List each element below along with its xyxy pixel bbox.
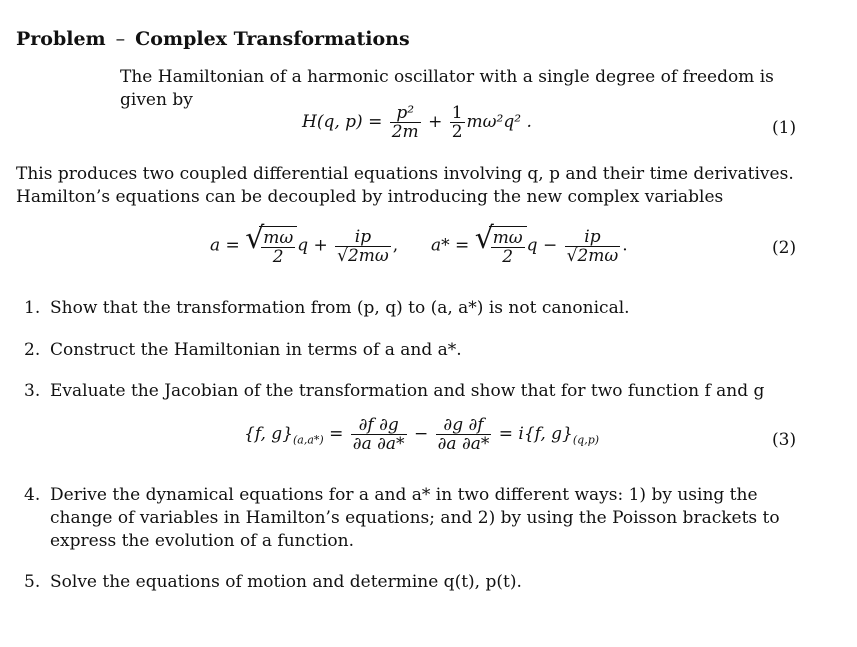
eq2-fraction-1 [335, 228, 391, 265]
item-text: Show that the transformation from (p, q) to (a, a*) is not canonical. [50, 298, 630, 318]
eq2-number: (2) [772, 238, 797, 258]
eq2-a-lhs: a = [210, 235, 240, 256]
eq2-frac2-den: √2mω [566, 245, 619, 266]
eq1-frac2-num: 1 [451, 103, 463, 123]
eq3-rhs: = i{f, g} [498, 424, 573, 444]
item-number: 5. [24, 572, 41, 592]
eq2-frac2-num: ip [565, 228, 621, 247]
eq2-astar-lhs: a* = [430, 235, 470, 256]
eq1-frac1-den: 2m [391, 122, 419, 142]
eq2-comma: , [392, 235, 399, 256]
item-number: 1. [24, 298, 41, 318]
eq3-fraction-2 [436, 416, 492, 453]
eq1-number: (1) [772, 118, 797, 138]
eq3-lhs-sub: (a,a*) [293, 433, 324, 447]
eq2-q2: q − [526, 235, 558, 256]
item-text: Evaluate the Jacobian of the transformation and show that for two function f and g [50, 381, 765, 401]
list-item [24, 339, 804, 363]
eq3-rhs-sub: (q,p) [572, 433, 600, 447]
eq2-q1: q + [297, 235, 328, 256]
eq2-sqrt2-num: mω [492, 228, 523, 248]
eq2-sqrt-1 [245, 221, 297, 267]
eq3-frac1-den: ∂a ∂a* [352, 434, 405, 454]
item-number: 4. [24, 485, 41, 505]
eq1-lhs: H(q, p) = [302, 112, 383, 132]
equation-2 [210, 221, 628, 267]
eq1-plus: + [428, 112, 443, 132]
list-item [24, 571, 804, 595]
eq2-sqrt1-num: mω [263, 228, 294, 248]
eq2-frac1-den: √2mω [337, 245, 389, 266]
eq3-frac2-den: ∂a ∂a* [437, 434, 490, 454]
radical-icon: √ [474, 221, 494, 256]
equation-3 [244, 416, 599, 453]
eq3-minus: − [413, 424, 429, 444]
eq3-frac1-num: ∂f ∂g [351, 416, 407, 435]
problem-name: Complex Transformations [135, 28, 410, 50]
eq2-sqrt-2 [474, 221, 527, 267]
eq1-frac2-den: 2 [451, 122, 463, 142]
item-text: Solve the equations of motion and determine q(t), p(t). [50, 572, 522, 592]
eq3-lhs: {f, g} [244, 424, 294, 444]
radical-icon: √ [245, 221, 265, 256]
paragraph-2: This produces two coupled differential equations involving q, p and their time derivatives. Hamilton’s equations can be decoupled by introducing the new complex variables [16, 164, 794, 207]
eq3-fraction-1 [351, 416, 407, 453]
eq2-sqrt1-den: 2 [272, 247, 284, 267]
eq2-frac1-num: ip [335, 228, 391, 247]
eq1-tail: mω²q² . [466, 112, 532, 132]
eq1-frac1-num: p² [390, 104, 421, 123]
item-number: 2. [24, 340, 41, 360]
eq2-fraction-2 [565, 228, 621, 265]
problem-title [16, 28, 410, 50]
item-text: Construct the Hamiltonian in terms of a and a*. [50, 340, 462, 360]
list-item [24, 380, 804, 404]
intro-text: The Hamiltonian of a harmonic oscillator with a single degree of freedom is given by [120, 67, 774, 110]
title-dash: – [115, 28, 126, 50]
item-text: Derive the dynamical equations for a and a* in two different ways: 1) by using the change of variables in Hamilton’s equations; and 2) by using the Poisson brackets to express the evolution of a function. [50, 485, 780, 551]
eq1-fraction-2 [450, 104, 465, 141]
eq2-period: . [622, 235, 628, 256]
item-number: 3. [24, 381, 41, 401]
eq3-frac2-num: ∂g ∂f [436, 416, 492, 435]
eq3-number: (3) [772, 430, 797, 450]
eq3-equals: = [329, 424, 344, 444]
eq2-sqrt2-den: 2 [502, 247, 514, 267]
problem-label: Problem [16, 28, 106, 50]
equation-1 [302, 104, 532, 141]
list-item [24, 297, 804, 321]
list-item [24, 484, 804, 554]
eq1-fraction-1 [390, 104, 421, 141]
